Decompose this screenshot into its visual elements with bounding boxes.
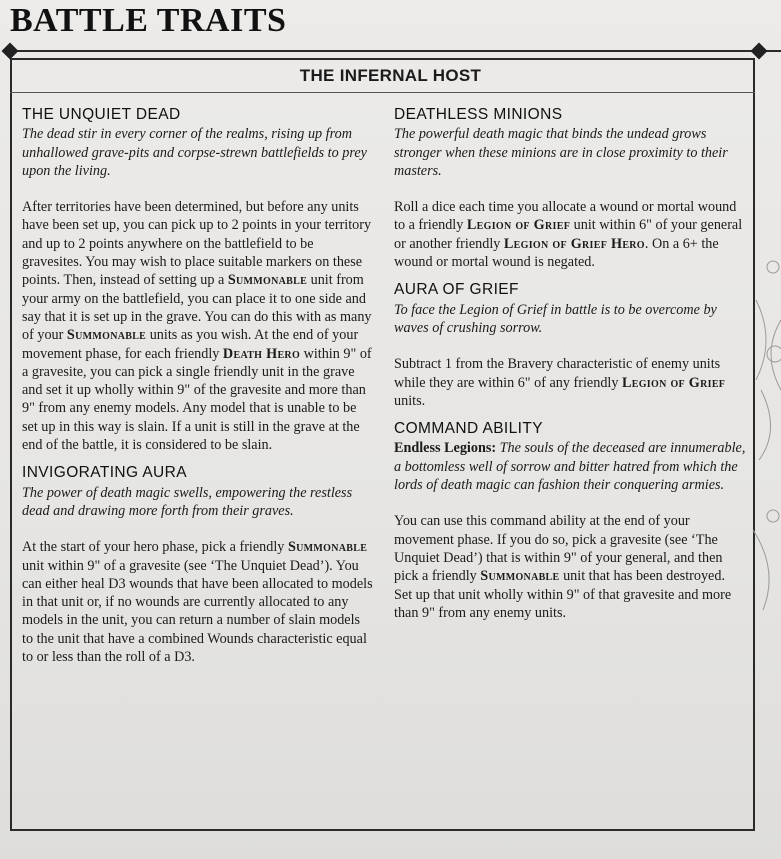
flavor-text xyxy=(22,125,374,180)
trait-aura-of-grief xyxy=(394,281,746,410)
ability-name: Endless Legions: xyxy=(394,440,500,457)
trait-heading: THE UNQUIET DEAD xyxy=(22,106,181,123)
keyword-legion-of-grief-hero: Legion of Grief Hero xyxy=(503,235,645,252)
trait-heading: INVIGORATING AURA xyxy=(22,464,187,482)
flavor-sentence: To face the Legion of Grief in battle is to be overcome by waves of crushing sorrow. xyxy=(394,301,717,336)
flavor-text xyxy=(394,125,746,180)
rule-fragment: Subtract 1 from the Bravery characteristic of enemy units while they are within 6" of any friendly xyxy=(394,356,721,391)
section-divider xyxy=(10,92,755,93)
rule-fragment: unit from your army on the battlefield, you can place it to one side and say that it is set up in the grave. You can do this with as many of your xyxy=(22,272,372,344)
rule-text xyxy=(394,355,746,410)
flavor-sentence: The dead stir in every corner of the realms, rising up from unhallowed grave-pits and corpse-strewn battlefields to prey upon the living. xyxy=(22,126,367,179)
keyword-summonable: Summonable xyxy=(66,327,147,344)
rule-fragment: . On a 6+ the wound or mortal wound is negated. xyxy=(394,235,719,271)
trait-command-ability xyxy=(394,420,746,622)
keyword-summonable: Summonable xyxy=(480,568,560,585)
page-title: BATTLE TRAITS xyxy=(10,2,287,39)
rule-fragment: unit within 9" of a gravesite (see ‘The Unquiet Dead’). You can either heal D3 wounds that have been allocated to models in that unit or, if no wounds are currently allocated to any models in the unit, you can return a number of slain models to the unit that have a combined Wounds characteristic equal to or less than the roll of a D3. xyxy=(22,557,373,666)
flavor-sentence: The powerful death magic that binds the undead grows stronger when these minions are in close proximity to their masters. xyxy=(394,126,728,179)
keyword-death-hero: Death Hero xyxy=(222,345,301,362)
flavor-text xyxy=(22,484,374,521)
flavor-text xyxy=(394,301,746,338)
left-column xyxy=(22,106,374,676)
right-diamond-ornament xyxy=(751,43,768,60)
flavor-sentence: The souls of the deceased are innumerable, a bottomless well of sorrow and bitter hatred from which the lords of death magic can fashion their conquering armies. xyxy=(394,440,746,494)
trait-heading: COMMAND ABILITY xyxy=(394,420,543,438)
left-diamond-ornament xyxy=(2,43,19,60)
rule-fragment: unit within 6" of your general or another friendly xyxy=(394,217,743,252)
rule-fragment: Roll a dice each time you allocate a wound or mortal wound to a friendly xyxy=(394,199,737,234)
rule-paragraph xyxy=(394,512,746,622)
rule-paragraph xyxy=(22,538,374,666)
rule-fragment: After territories have been determined, but before any units have been set up, you can pick up to 2 points in your territory and up to 2 points anywhere on the battlefield to be gravesites. You may wish to place suitable markers on these points. Then, instead of setting up a xyxy=(22,199,372,289)
trait-deathless-minions xyxy=(394,106,746,271)
flavor-text xyxy=(394,439,746,494)
rule-fragment: At the start of your hero phase, pick a friendly xyxy=(22,539,288,556)
rule-text xyxy=(394,198,746,271)
rule-text xyxy=(394,512,746,622)
rule-fragment: within 9" of a gravesite, you can pick a single friendly unit in the grave and set it up wholly within 9" of the gravesite and more than 9" from any enemy models. Any model that is unable to be set up in this way is slain. If a unit is still in the grave at the end of the battle, it is considered to be slain. xyxy=(22,345,372,454)
keyword-legion-of-grief: Legion of Grief xyxy=(622,374,726,391)
rule-fragment: units. xyxy=(394,392,426,409)
filigree-ornament xyxy=(751,200,781,620)
rule-text xyxy=(22,538,374,666)
rule-paragraph xyxy=(394,198,746,271)
rule-fragment: units as you wish. At the end of your movement phase, for each friendly xyxy=(22,327,359,362)
rule-paragraph xyxy=(394,355,746,410)
keyword-legion-of-grief: Legion of Grief xyxy=(466,217,571,234)
right-column xyxy=(394,106,746,632)
title-rule xyxy=(12,50,781,52)
trait-heading: AURA OF GRIEF xyxy=(394,281,519,299)
rule-paragraph xyxy=(22,198,374,454)
trait-invigorating-aura xyxy=(22,464,374,666)
section-title: THE INFERNAL HOST xyxy=(299,66,482,85)
trait-heading: DEATHLESS MINIONS xyxy=(394,106,563,123)
rule-text xyxy=(22,198,374,454)
keyword-summonable: Summonable xyxy=(287,539,368,556)
trait-the-unquiet-dead xyxy=(22,106,374,454)
rule-fragment: You can use this command ability at the end of your movement phase. If you do so, pick a gravesite (see ‘The Unquiet Dead’) that is within 9" of your general, and then pick a friendly xyxy=(394,513,723,585)
rule-fragment: unit that has been destroyed. Set up that unit wholly within 9" of that gravesite and more than 9" from any enemy units. xyxy=(394,568,732,621)
flavor-sentence: The power of death magic swells, empowering the restless dead and drawing more forth from their graves. xyxy=(22,484,353,519)
keyword-summonable: Summonable xyxy=(227,272,308,289)
